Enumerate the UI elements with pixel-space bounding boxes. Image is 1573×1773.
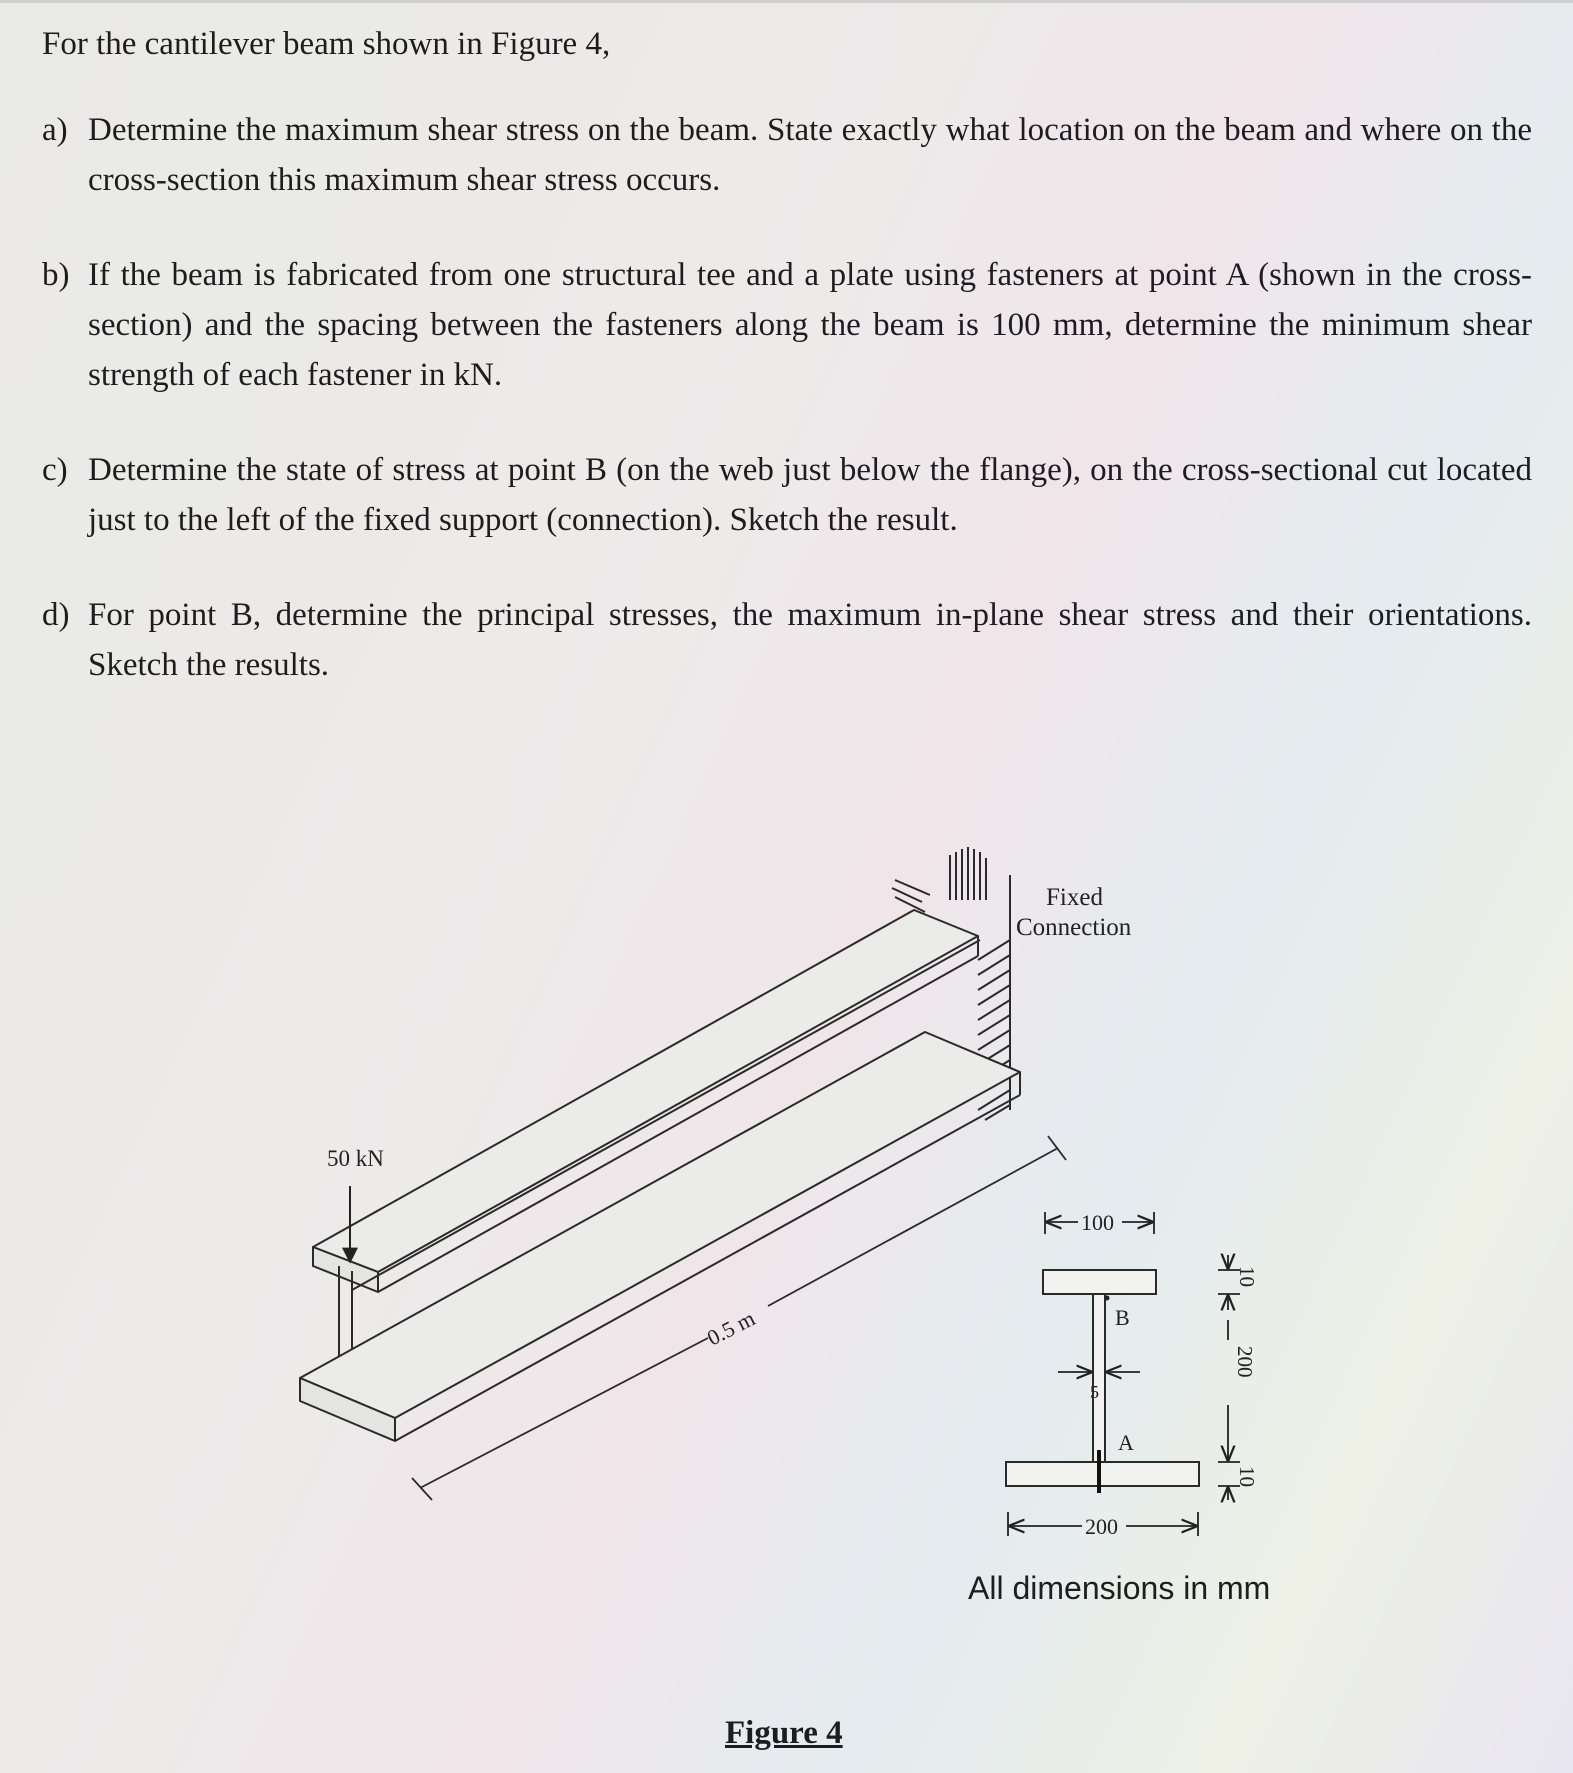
web-section (1093, 1294, 1105, 1462)
support-label-line1: Fixed (1046, 884, 1103, 911)
question-c-label: c) (42, 452, 68, 488)
question-a-label: a) (42, 112, 68, 148)
load-label: 50 kN (327, 1146, 384, 1171)
web-thickness-label: 5 (1090, 1382, 1099, 1402)
intro-text: For the cantilever beam shown in Figure 4, (42, 26, 611, 62)
bottom-plate-section (1006, 1462, 1199, 1486)
point-a-label: A (1118, 1430, 1134, 1455)
length-label: 0.5 m (702, 1305, 759, 1351)
plate-width-label: 200 (1085, 1514, 1118, 1539)
bottom-thickness-label: 10 (1235, 1466, 1259, 1487)
point-b-label: B (1115, 1305, 1130, 1330)
flange-width-label: 100 (1081, 1210, 1114, 1235)
figure-caption: Figure 4 (725, 1715, 843, 1751)
top-flange-section (1043, 1270, 1156, 1294)
cross-section (1006, 1270, 1199, 1486)
units-note: All dimensions in mm (968, 1570, 1271, 1606)
question-c-text: Determine the state of stress at point B (on the web just below the flange), on the cross-sectional cut located just to the left of the fixed support (connection). Sketch the result. (88, 452, 1532, 538)
point-b-marker (1105, 1296, 1110, 1301)
question-d-label: d) (42, 597, 70, 633)
question-b-text: If the beam is fabricated from one structural tee and a plate using fasteners at point A (shown in the cross-section) and the spacing between the fasteners along the beam is 100 mm, determine the minimum shear strength of each fastener in kN. (88, 257, 1532, 393)
support-label-line2: Connection (1016, 914, 1132, 941)
depth-label: 200 (1233, 1346, 1257, 1378)
question-d-text: For point B, determine the principal stresses, the maximum in-plane shear stress and their orientations. Sketch the results. (88, 597, 1532, 683)
top-thickness-label: 10 (1235, 1266, 1259, 1287)
question-b-label: b) (42, 257, 70, 293)
question-a-text: Determine the maximum shear stress on the beam. State exactly what location on the beam and where on the cross-section this maximum shear stress occurs. (88, 112, 1532, 198)
depth-dimensions (1218, 1255, 1240, 1500)
i-beam-3d (300, 910, 1020, 1441)
